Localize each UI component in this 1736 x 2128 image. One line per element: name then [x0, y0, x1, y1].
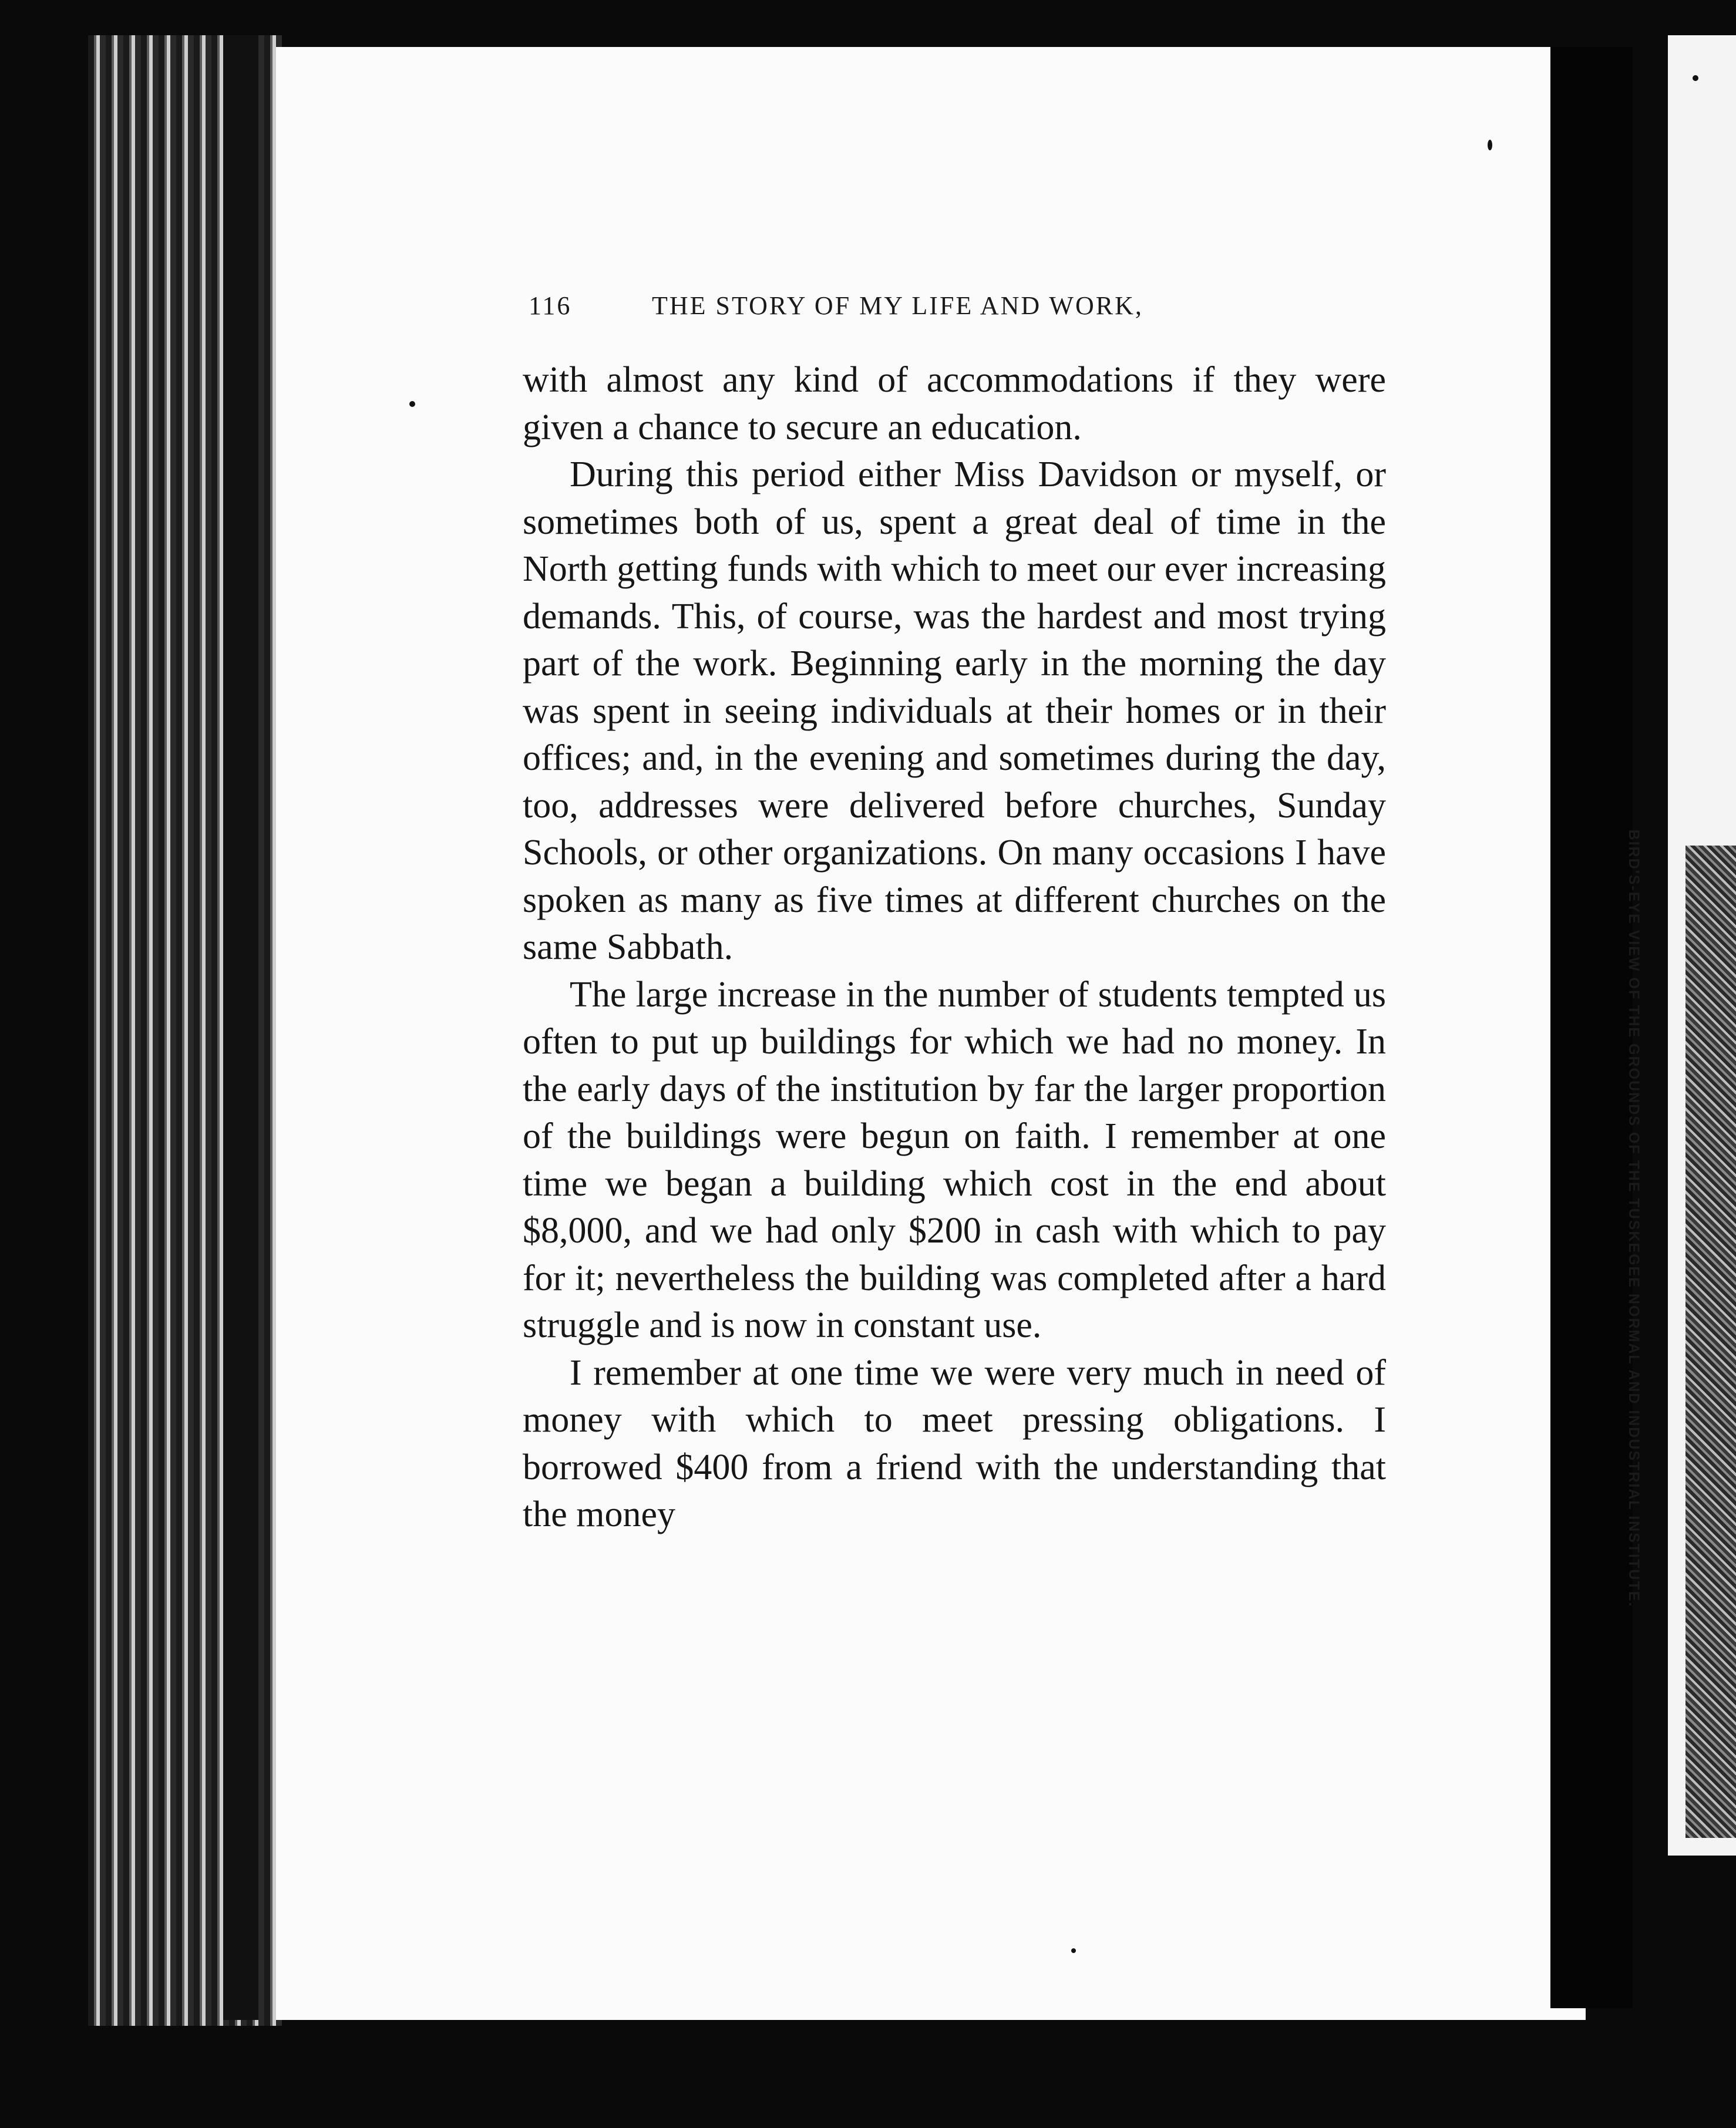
- paragraph: The large increase in the number of students tempted us often to put up buildings for which we had no money. In the early days of the institution by far the larger proportion of the buildings were begun on faith. I remember at one time we began a building which cost in the end about $8,000, and we had only $200 in cash with which to pay for it; nevertheless the building was completed after a hard struggle and is now in constant use.: [523, 974, 1386, 1345]
- paragraph-continued: with almost any kind of accommodations if they were given a chance to secure an education.: [523, 360, 1386, 447]
- body-text: [523, 356, 1386, 1538]
- page-number: 116: [529, 291, 572, 320]
- paragraph: During this period either Miss Davidson or myself, or sometimes both of us, spent a great deal of time in the North getting funds with which to meet our ever increasing demands. This, of course, was the hardest and most trying part of the work. Beginning early in the morning the day was spent in seeing individuals at their homes or in their offices; and, in the evening and sometimes during the day, too, addresses were delivered before churches, Sunday Schools, or other organizations. On many occasions I have spoken as many as five times at different churches on the same Sabbath.: [523, 454, 1386, 967]
- running-head: [529, 291, 1274, 326]
- facing-plate-caption: BIRD'S-EYE VIEW OF THE GROUNDS OF THE TUSKEGEE NORMAL AND INDUSTRIAL INSTITUTE.: [1626, 829, 1642, 1608]
- scan-speck: [409, 401, 415, 407]
- binding-shadow: [223, 35, 258, 2020]
- facing-plate-illustration: [1685, 846, 1736, 1838]
- scan-speck: [1071, 1948, 1076, 1953]
- running-title: THE STORY OF MY LIFE AND WORK,: [652, 291, 1143, 320]
- scan-speck: [1488, 140, 1492, 150]
- scan-speck: [1693, 75, 1698, 81]
- paragraph: I remember at one time we were very much in need of money with which to meet pressing obligations. I borrowed $400 from a friend with the understanding that the money: [523, 1352, 1386, 1534]
